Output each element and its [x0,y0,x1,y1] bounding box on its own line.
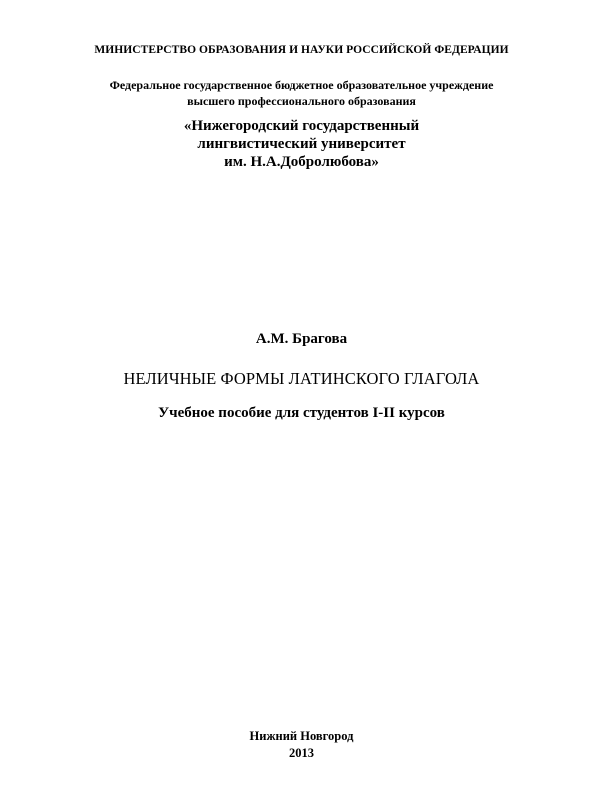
university-line-2: лингвистический университет [197,136,406,152]
document-subtitle: Учебное пособие для студентов I-II курсов [158,405,445,421]
publication-year: 2013 [289,746,314,760]
institution-line-1: Федеральное государственное бюджетное образовательное учреждение [109,78,494,92]
institution-line-2: высшего профессионального образования [187,94,416,108]
university-line-1: «Нижегородский государственный [183,118,420,134]
university-line-3: им. Н.А.Добролюбова» [224,154,379,170]
document-title: НЕЛИЧНЫЕ ФОРМЫ ЛАТИНСКОГО ГЛАГОЛА [123,369,480,388]
publication-city: Нижний Новгород [249,729,354,743]
ministry-heading: МИНИСТЕРСТВО ОБРАЗОВАНИЯ И НАУКИ РОССИЙСКОЙ ФЕДЕРАЦИИ [94,44,509,56]
author-name: А.М. Брагова [255,331,348,347]
